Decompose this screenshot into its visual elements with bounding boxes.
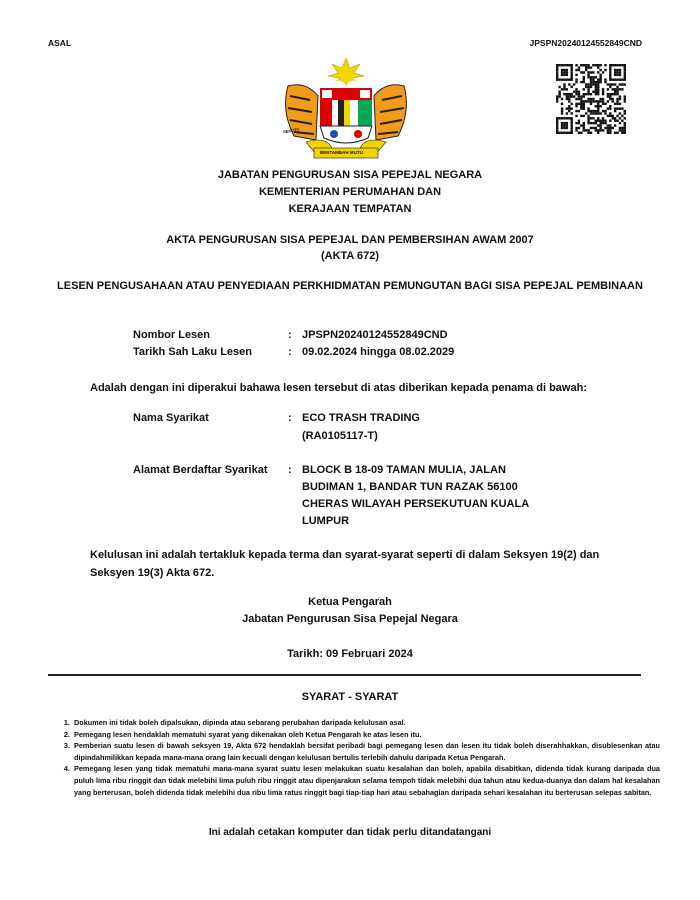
validity-value: 09.02.2024 hingga 08.02.2029: [302, 346, 455, 358]
signatory-title: Ketua Pengarah: [308, 596, 392, 608]
malaysia-coat-of-arms-icon: [276, 56, 416, 162]
condition-item: 1. Dokumen ini tidak boleh dipalsukan, dipinda atau sebarang perubahan daripada kelulusan asal.: [72, 717, 660, 729]
agency-line-2: KEMENTERIAN PERUMAHAN DAN: [258, 186, 442, 198]
agency-line-1: JABATAN PENGURUSAN SISA PEPEJAL NEGARA: [217, 169, 483, 181]
motto-right: BERTAMBAH MUTU: [320, 150, 363, 155]
licence-no-label: Nombor Lesen: [133, 329, 211, 341]
address-line-1: BLOCK B 18-09 TAMAN MULIA, JALAN: [302, 464, 506, 476]
validity-label: Tarikh Sah Laku Lesen: [133, 346, 253, 358]
condition-item: 2. Pemegang lesen hendaklah mematuhi syarat yang dikenakan oleh Ketua Pengarah ke atas lesen itu.: [72, 729, 660, 741]
qr-code-icon: [556, 64, 626, 134]
company-name: ECO TRASH TRADING: [302, 412, 420, 424]
reference-number: JPSPN20240124552849CND: [529, 38, 642, 48]
company-name-label: Nama Syarikat: [133, 412, 209, 424]
motto-left: SEKUTU: [282, 126, 300, 135]
act-title: AKTA PENGURUSAN SISA PEPEJAL DAN PEMBERSIHAN AWAM 2007: [166, 234, 534, 246]
conditions-title: SYARAT - SYARAT: [301, 691, 399, 703]
act-number: (AKTA 672): [320, 250, 380, 262]
colon: :: [288, 464, 292, 476]
address-line-4: LUMPUR: [302, 515, 350, 527]
certify-statement: Adalah dengan ini diperakui bahawa lesen tersebut di atas diberikan kepada penama di bawah:: [90, 382, 587, 394]
colon: :: [288, 412, 292, 424]
condition-item: 4. Pemegang lesen yang tidak mematuhi mana-mana syarat suatu lesen melakukan suatu kesalahan dan boleh, apabila disabitkan, didenda tidak kurang daripada dua puluh lima ribu ringgit dan tidak melebihi lima puluh ribu ringgit atau dipenjarakan selama tempoh tidak melebihi dua tahun atau kedua-duanya dan dalam hal kesalahan yang berterusan, boleh didenda tidak melebihi dua ribu lima ratus ringgit bagi tiap-tiap hari atau sebahagian daripada sehari kesalahan itu berterusan selepas sabitan.: [72, 763, 660, 798]
signatory-dept: Jabatan Pengurusan Sisa Pepejal Negara: [242, 613, 458, 625]
approval-line-2: Seksyen 19(3) Akta 672.: [90, 567, 215, 579]
agency-line-3: KERAJAAN TEMPATAN: [288, 203, 412, 215]
licence-title: LESEN PENGUSAHAAN ATAU PENYEDIAAN PERKHIDMATAN PEMUNGUTAN BAGI SISA PEPEJAL PEMBINAAN: [57, 280, 643, 292]
approval-line-1: Kelulusan ini adalah tertakluk kepada terma dan syarat-syarat seperti di dalam Seksyen 19(2) dan: [90, 549, 600, 561]
colon: :: [288, 346, 292, 358]
divider: [48, 674, 641, 676]
issue-date: Tarikh: 09 Februari 2024: [287, 648, 413, 660]
address-label: Alamat Berdaftar Syarikat: [133, 464, 268, 476]
address-line-3: CHERAS WILAYAH PERSEKUTUAN KUALA: [302, 498, 530, 510]
colon: :: [288, 329, 292, 341]
licence-no-value: JPSPN20240124552849CND: [302, 329, 448, 341]
address-line-2: BUDIMAN 1, BANDAR TUN RAZAK 56100: [302, 481, 518, 493]
company-reg-no: (RA0105117-T): [302, 430, 378, 442]
footer-note: Ini adalah cetakan komputer dan tidak perlu ditandatangani: [208, 827, 492, 838]
conditions-list: [58, 717, 660, 798]
original-label: ASAL: [48, 38, 72, 48]
condition-item: 3. Pemberian suatu lesen di bawah seksyen 19, Akta 672 hendaklah bersifat peribadi bagi pemegang lesen dan lesen itu tidak boleh diserahhakkan, disublesenkan atau dipindahmilikkan kepada mana-mana orang lain kecuali dengan kelulusan bertulis terlebih dahulu daripada Ketua Pengarah.: [72, 740, 660, 763]
